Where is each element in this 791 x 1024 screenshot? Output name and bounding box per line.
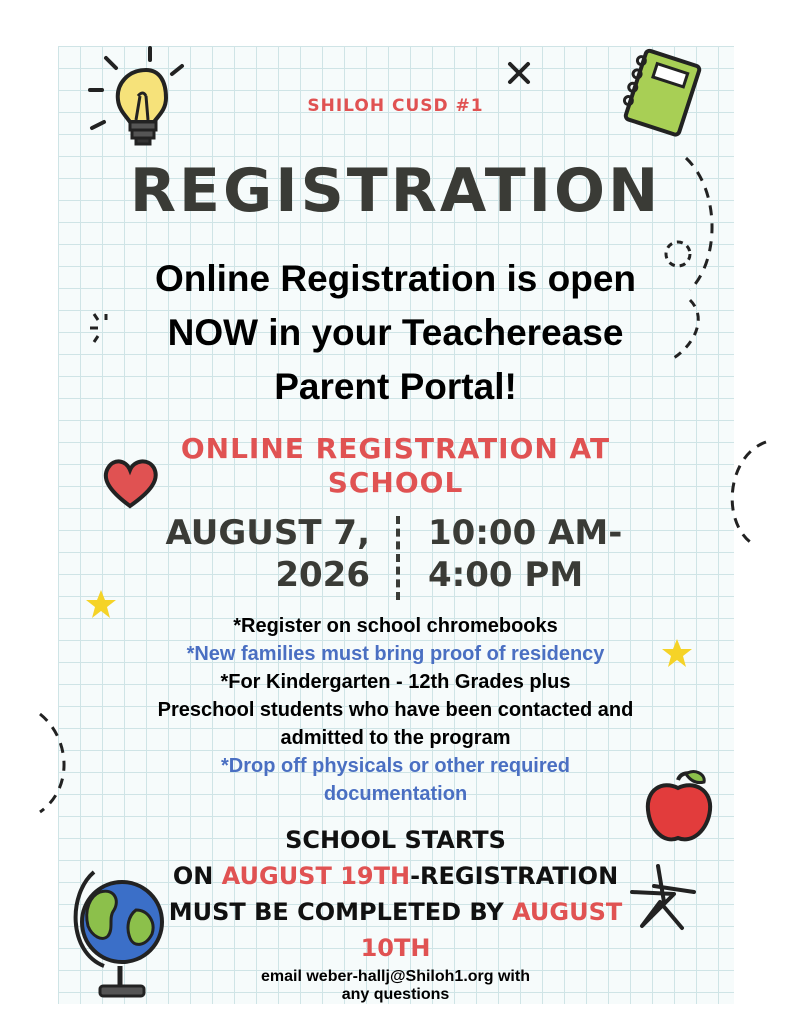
detail-item: *Drop off physicals or other required — [221, 755, 570, 777]
details-list — [0, 612, 791, 808]
starts-line: SCHOOL STARTS — [285, 826, 506, 854]
starts-line — [0, 894, 791, 930]
school-starts-notice — [0, 822, 791, 966]
starts-on: ON — [172, 862, 222, 890]
page-title: REGISTRATION — [129, 156, 662, 226]
headline-line: NOW in your Teacherease — [167, 312, 624, 353]
deadline-month: AUGUST — [512, 898, 623, 926]
detail-item: *New families must bring proof of residency — [186, 643, 605, 665]
deadline-day: 10TH — [360, 934, 431, 962]
date-line: 2026 — [275, 555, 370, 595]
district-name: SHILOH CUSD #1 — [307, 96, 484, 116]
detail-item: documentation — [323, 783, 468, 805]
start-date: AUGUST 19TH — [221, 862, 411, 890]
notebook-icon — [612, 44, 708, 144]
must-complete: MUST BE COMPLETED BY — [168, 898, 513, 926]
email-line: any questions — [341, 986, 450, 1003]
time-line: 10:00 AM- — [428, 513, 623, 553]
headline — [0, 252, 791, 414]
registration-time — [428, 512, 658, 596]
online-registration-heading — [0, 432, 791, 500]
cross-icon — [506, 60, 532, 86]
detail-item: Preschool students who have been contacted and — [157, 699, 634, 721]
date-line: AUGUST 7, — [165, 513, 370, 553]
registration-date — [160, 512, 370, 596]
dashed-divider — [396, 516, 400, 600]
starts-line — [0, 858, 791, 894]
online-heading-line: ONLINE REGISTRATION AT — [180, 432, 611, 465]
contact-email — [0, 968, 791, 1004]
detail-item: admitted to the program — [280, 727, 511, 749]
detail-item: *For Kindergarten - 12th Grades plus — [220, 671, 571, 693]
starts-registration: -REGISTRATION — [410, 862, 619, 890]
headline-line: Online Registration is open — [154, 258, 637, 299]
time-line: 4:00 PM — [428, 555, 584, 595]
headline-line: Parent Portal! — [274, 366, 517, 407]
online-heading-line: SCHOOL — [327, 466, 464, 499]
email-line: email weber-hallj@Shiloh1.org with — [261, 968, 530, 985]
detail-item: *Register on school chromebooks — [233, 615, 558, 637]
date-time-block — [0, 512, 791, 602]
